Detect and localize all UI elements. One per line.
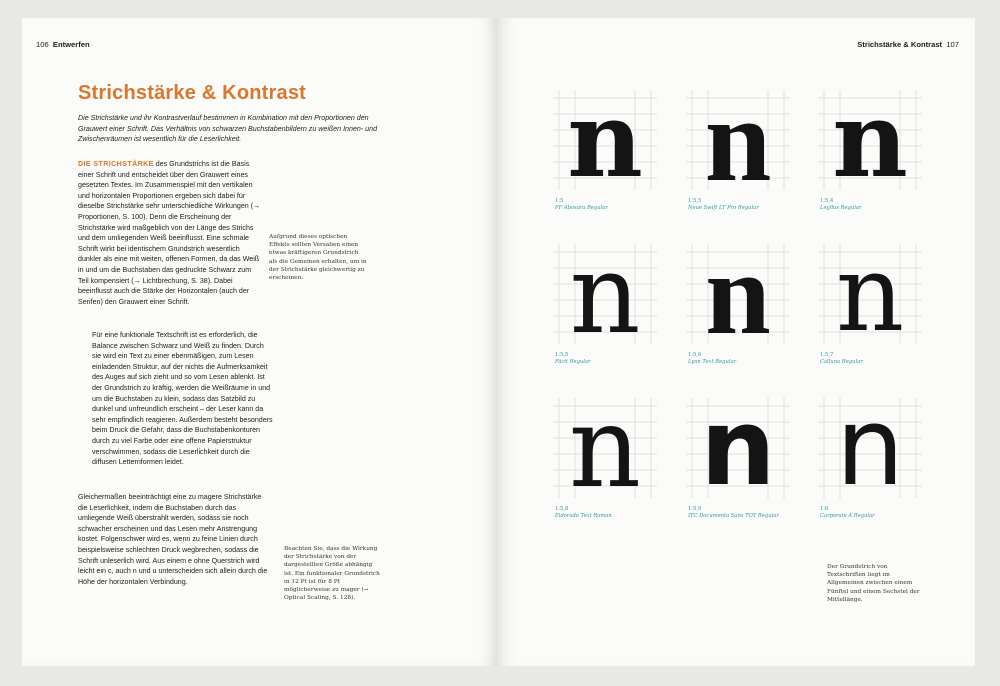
specimen-glyph: n: [835, 385, 905, 510]
typeface-name: Lyon Text Regular: [688, 359, 737, 365]
specimen-caption: [820, 352, 930, 366]
page-number-right: 107: [946, 40, 959, 49]
body-column-1: [78, 159, 262, 307]
specimen-glyph: n: [835, 232, 905, 355]
page-title: Strichstärke & Kontrast: [78, 82, 306, 104]
typeface-name: Neue Swift LT Pro Regular: [688, 205, 759, 211]
specimen-caption: [688, 506, 798, 520]
specimen-glyph: n: [704, 73, 772, 206]
side-note-right: Der Grundstrich von Textschriften liegt im Allgemeinen zwischen einem Fünftel und einem Sechstel der Mittellänge.: [827, 564, 920, 603]
glyph-specimen: [810, 78, 930, 211]
body-column-2: [92, 330, 274, 468]
typeface-name: Eldorado Text Roman: [555, 513, 612, 519]
body-column-3: [78, 492, 268, 587]
stroke-ratio: 1:5,5: [688, 198, 702, 204]
section-name-left: Entwerfen: [52, 40, 90, 49]
glyph-specimen: [678, 73, 798, 211]
page-number-left: 106: [36, 40, 49, 49]
section-name-right: Strichstärke & Kontrast: [857, 40, 943, 49]
typeface-name: Fäcit Regular: [555, 359, 591, 365]
stroke-ratio: 1:5: [555, 198, 564, 204]
glyph-specimen: [678, 228, 798, 365]
intro-paragraph: Die Strichstärke und ihr Kontrastverlauf bestimmen in Kombination mit den Proportionen den Grauwert einer Schrift. Das Verhältnis von schwarzen Buchstabenbildern zu weißen Innen- und Zwischenräumen ist wesentlich für die Leserlichkeit.: [78, 114, 378, 144]
stroke-ratio: 1:5,4: [820, 198, 834, 204]
specimen-glyph: n: [569, 230, 641, 358]
specimen-caption: [555, 506, 665, 520]
stroke-ratio: 1:6: [820, 506, 829, 512]
typeface-name: Calluna Regular: [820, 359, 863, 365]
right-page: [497, 18, 975, 666]
typeface-name: ITC Documenta Sans TOT Regular: [688, 513, 779, 519]
stroke-ratio: 1:5,5: [555, 352, 569, 358]
specimen-glyph: n: [568, 383, 642, 513]
lead-in: DIE STRICHSTÄRKE: [78, 160, 154, 168]
stroke-ratio: 1:5,8: [555, 506, 569, 512]
glyph-specimen: [545, 383, 665, 519]
glyph-specimen: [810, 232, 930, 365]
stroke-ratio: 1:5,7: [820, 352, 834, 358]
stroke-ratio: 1:5,9: [688, 506, 702, 512]
glyph-specimen: [678, 386, 798, 519]
specimen-glyph: n: [567, 78, 643, 201]
typeface-name: FF Abosara Regular: [555, 205, 608, 211]
paragraph-3: Gleichermaßen beeinträchtigt eine zu magere Strichstärke die Leserlichkeit, indem die Buchstaben durch das umliegende Weiß überstrahlt werden, sodass sie noch schwacher erscheinen und das Lesen mehr Anstrengung kostet. Folgenschwer wird es, wenn zu feine Linien durch beispielsweise schlechten Druck wegbrechen, sodass die Schrift unleserlich wird. Aus einem e ohne Querstrich wird leicht ein c, auch n und u unterscheiden sich allein durch die Höhe der horizontalen Verbindung.: [78, 493, 268, 586]
right-folio: [857, 40, 959, 49]
glyph-specimen: [545, 78, 665, 211]
stroke-ratio: 1:5,6: [688, 352, 702, 358]
paragraph-2: Für eine funktionale Textschrift ist es erforderlich, die Balance zwischen Schwarz und Weiß zu finden. Durch sie wird ein Text zu einer ebenmäßigen, zum Lesen einladenden Struktur, auf der nichts die Aufmerksamkeit des Auges auf sich zieht und so vom Lesen ablenkt. Ist der Grundstrich zu kräftig, werden die Weißräume in und um die Buchstaben zu klein, sodass das Satzbild zu dunkel und unfreundlich erscheint – der Leser kann da sehr empfindlich reagieren. Außerdem besteht besonders beim Druck die Gefahr, dass die Buchstabenkonturen durch zu viel Farbe oder eine offene Papierstruktur verschwimmen, sodass die Leserlichkeit durch die diffusen Letternformen leidet.: [92, 331, 273, 467]
paragraph-1-text: des Grundstrichs ist die Basis einer Schrift und entscheidet über den Grauwert eines gesetzten Textes. Im Zusammenspiel mit den vertikalen und horizontalen Proportionen ergeben sich dabei für dieselbe Strichstärke sehr unterschiedliche Wirkungen (→ Proportionen, S. 100). Denn die Erscheinung der Strichstärke wird maßgeblich von der Länge des Strichs und dem umliegenden Weiß beeinflusst. Eine schmale Schrift wirkt bei identischem Grundstrich wesentlich dunkler als eine mit weiten, offenen Formen, da das Weiß in und um die Buchstaben das gedruckte Schwarz zum Teil kompensiert (→ Lichtbrechung, S. 38). Dabei beeinflusst auch die Stärke der Horizontalen (auch der Serifen) den Grauwert einer Schrift.: [78, 160, 261, 306]
specimen-glyph: n: [705, 228, 771, 359]
glyph-specimen: [810, 385, 930, 519]
specimen-caption: [820, 198, 930, 212]
side-note-2: Beachten Sie, dass die Wirkung der Strichstärke von der dargestellten Größe abhängig ist. Ein funktionaler Grundstrich in 12 Pt ist für 8 Pt möglicherweise zu mager (→ Optical Scaling, S. 128).: [284, 546, 380, 602]
specimen-caption: [555, 198, 665, 212]
side-note-1: Aufgrund dieses optischen Effekts sollten Versalien einen etwas kräftigeren Grundstrich als die Gemeinen erhalten, um in der Strichstärke gleichwertig zu erscheinen.: [269, 234, 367, 282]
specimen-caption: [555, 352, 665, 366]
left-folio: [36, 40, 90, 49]
specimen-caption: [688, 352, 798, 366]
specimen-caption: [820, 506, 930, 520]
left-page: [22, 18, 497, 666]
typeface-name: Leyflus Regular: [820, 205, 862, 211]
typeface-name: Corporate A Regular: [820, 513, 875, 519]
specimen-glyph: n: [700, 386, 776, 509]
glyph-specimen: [545, 230, 665, 365]
specimen-glyph: n: [832, 78, 908, 201]
paragraph-1: [78, 159, 262, 307]
specimen-caption: [688, 198, 798, 212]
